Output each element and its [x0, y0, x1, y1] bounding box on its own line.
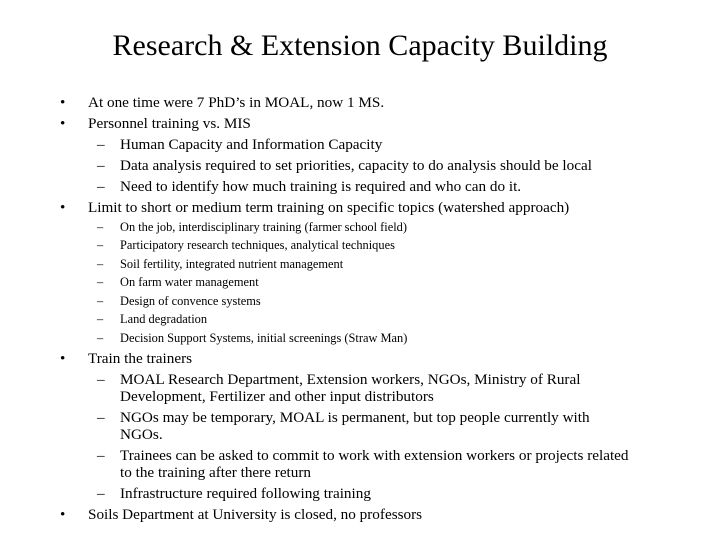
sub-item-text: Development, Fertilizer and other input distributors [120, 388, 434, 405]
sub-item-text: Need to identify how much training is required and who can do it. [120, 178, 522, 195]
bullet-text: At one time were 7 PhD’s in MOAL, now 1 MS. [88, 94, 385, 111]
dash-marker: – [97, 220, 104, 234]
sub-item-text: Land degradation [120, 312, 208, 326]
bullet-text: Limit to short or medium term training on specific topics (watershed approach) [88, 199, 570, 216]
sub-item-text: Decision Support Systems, initial screenings (Straw Man) [120, 331, 408, 345]
dash-marker: – [97, 238, 104, 252]
sub-item-text: Participatory research techniques, analytical techniques [120, 238, 395, 252]
dash-marker: – [97, 275, 104, 289]
sub-item-text: NGOs. [120, 426, 163, 443]
dash-marker: – [97, 178, 105, 195]
sub-item-text: to the training after there return [120, 464, 312, 481]
dash-marker: – [97, 136, 105, 153]
sub-item-text: Design of convence systems [120, 294, 261, 308]
bullet-marker: • [60, 350, 66, 367]
sub-item-text: Soil fertility, integrated nutrient management [120, 257, 344, 271]
dash-marker: – [97, 312, 104, 326]
dash-marker: – [97, 485, 105, 502]
slide-title: Research & Extension Capacity Building [112, 29, 608, 62]
bullet-marker: • [60, 506, 66, 523]
dash-marker: – [97, 447, 105, 464]
sub-item-text: Trainees can be asked to commit to work with extension workers or projects related [120, 447, 629, 464]
dash-marker: – [97, 257, 104, 271]
bullet-marker: • [60, 115, 66, 132]
sub-item-text: On farm water management [120, 275, 259, 289]
sub-item-text: Human Capacity and Information Capacity [120, 136, 383, 153]
bullet-marker: • [60, 199, 66, 216]
bullet-text: Personnel training vs. MIS [88, 115, 251, 132]
dash-marker: – [97, 294, 104, 308]
sub-item-text: On the job, interdisciplinary training (farmer school field) [120, 220, 407, 234]
sub-item-text: Data analysis required to set priorities, capacity to do analysis should be local [120, 157, 592, 174]
sub-item-text: NGOs may be temporary, MOAL is permanent, but top people currently with [120, 409, 590, 426]
dash-marker: – [97, 331, 104, 345]
bullet-text: Soils Department at University is closed, no professors [88, 506, 423, 523]
sub-item-text: MOAL Research Department, Extension workers, NGOs, Ministry of Rural [120, 371, 581, 388]
bullet-marker: • [60, 94, 66, 111]
sub-item-text: Infrastructure required following training [120, 485, 371, 502]
dash-marker: – [97, 157, 105, 174]
dash-marker: – [97, 371, 105, 388]
dash-marker: – [97, 409, 105, 426]
bullet-text: Train the trainers [88, 350, 193, 367]
